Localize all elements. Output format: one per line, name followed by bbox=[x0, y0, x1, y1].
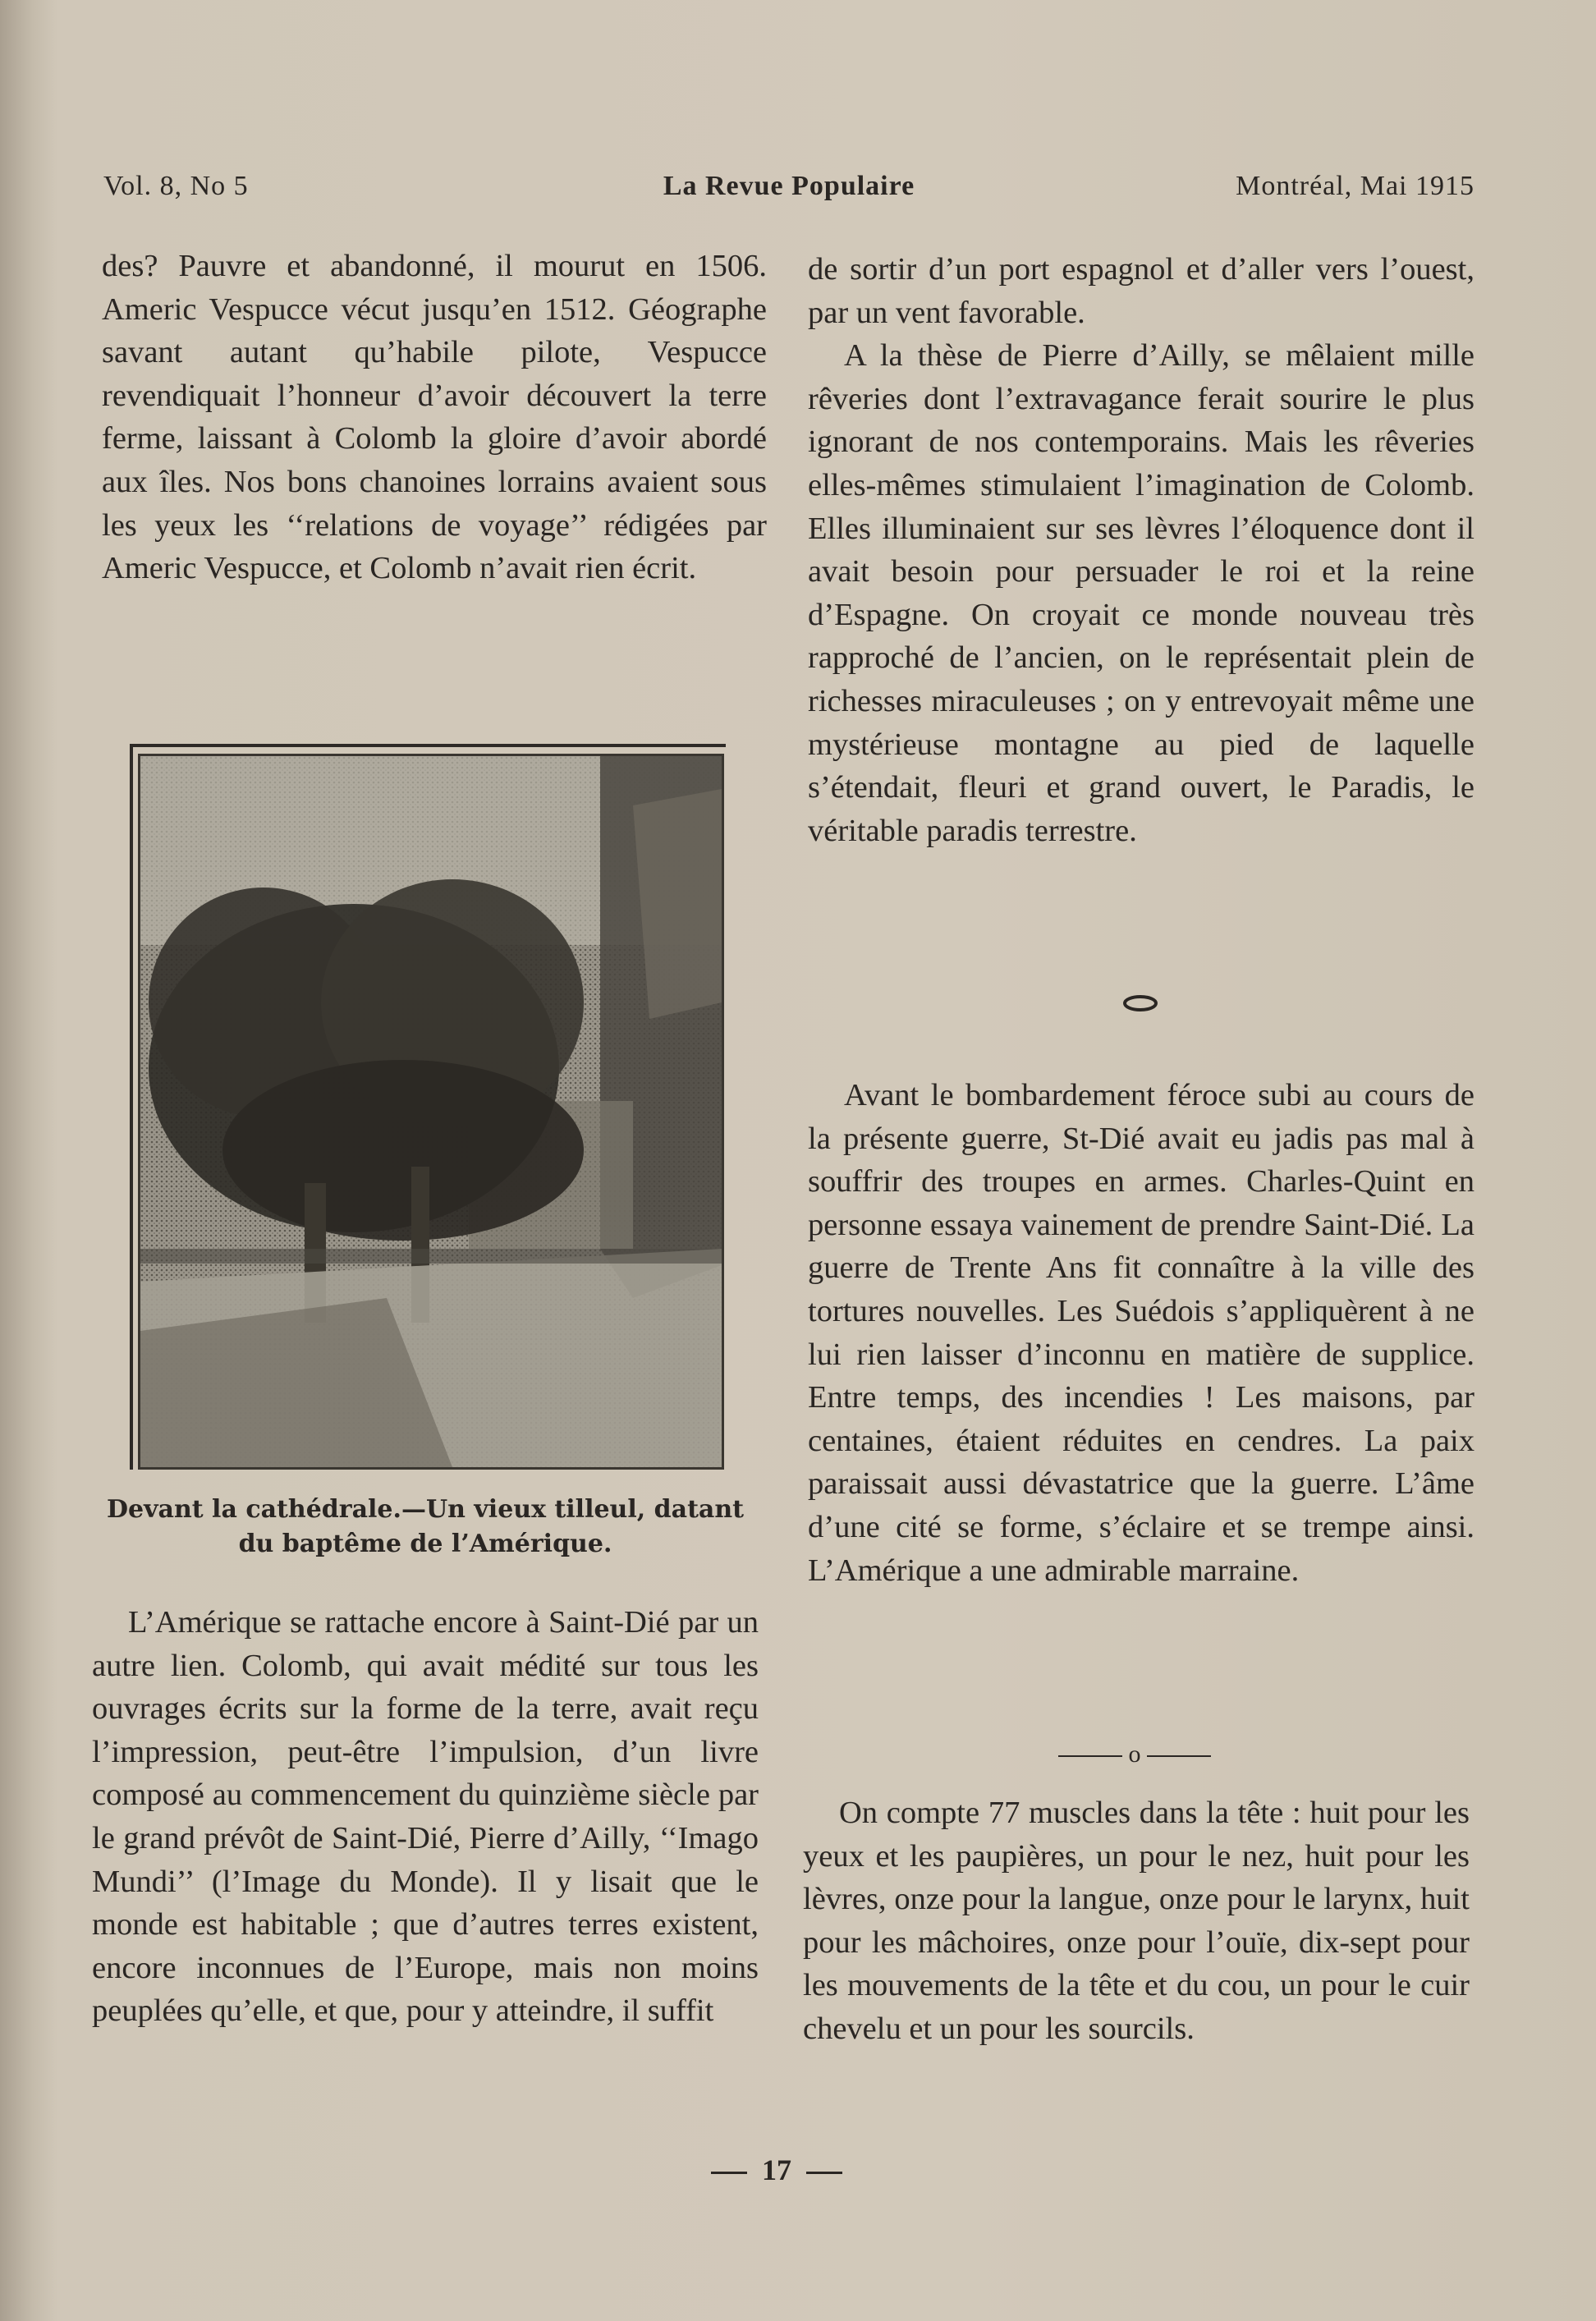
right-column-text-middle bbox=[808, 1074, 1474, 1592]
paragraph: Avant le bombardement féroce subi au cours de la présente guerre, St-Dié avait eu jadis pas mal à souffrir des troupes en armes. Charles-Quint en personne essaya vainement de prendre Saint-Dié. La guerre de Trente Ans fit connaître à la ville des tortures nouvelles. Les Suédois s’appliquèrent à ne lui rien laisser d’inconnu en matière de supplice. Entre temps, des incendies ! Les maisons, par centaines, étaient réduites en cendres. La paix paraissait aussi dévastatrice que la guerre. L’âme d’une cité se forme, s’éclaire et se trempe ainsi. L’Amérique a une admirable marraine. bbox=[808, 1078, 1474, 1588]
photo-caption: Devant la cathédrale.—Un vieux tilleul, datant du baptême de l’Amérique. bbox=[106, 1495, 745, 1558]
left-column-bottom-text bbox=[92, 1601, 759, 2033]
paragraph: A la thèse de Pierre d’Ailly, se mêlaient mille rêveries dont l’extravagance ferait sourire le plus ignorant de nos contemporains. Mais les rêveries elles-mêmes stimulaient l’imagination de Colomb. Elles illuminaient sur ses lèvres l’éloquence dont il avait besoin pour persuader le roi et la reine d’Espagne. On croyait ce monde nouveau très rapproché de l’ancien, on le représentait plein de richesses miraculeuses ; on y entrevoyait même une mystérieuse montagne au pied de laquelle s’étendait, fleuri et grand ouvert, le Paradis, le véritable paradis terrestre. bbox=[808, 338, 1474, 848]
divider-line bbox=[1147, 1755, 1211, 1757]
publication-title: La Revue Populaire bbox=[663, 171, 915, 201]
right-column-text-bottom bbox=[803, 1791, 1470, 2051]
dash bbox=[806, 2172, 842, 2174]
paragraph: On compte 77 muscles dans la tête : huit pour les yeux et les paupières, un pour le nez, huit pour les lèvres, onze pour la langue, onze pour le larynx, huit pour les mâchoires, onze pour l’ouïe, dix-sept pour les mouvements de la tête et du cou, un pour le cuir chevelu et un pour les sourcils. bbox=[803, 1796, 1470, 2046]
volume-number: Vol. 8, No 5 bbox=[103, 171, 249, 201]
page-number-value: 17 bbox=[762, 2154, 791, 2186]
dash bbox=[711, 2172, 747, 2174]
photo-illustration bbox=[140, 756, 722, 1467]
divider-mark: o bbox=[1128, 1741, 1141, 1768]
right-column-text-top bbox=[808, 248, 1474, 852]
paragraph: des? Pauvre et abandonné, il mourut en 1506. Americ Vespucce vécut jusqu’en 1512. Géographe savant autant qu’habile pilote, Vespucce revendiquait l’honneur d’avoir découvert la terre ferme, laissant à Colomb la gloire d’avoir abordé aux îles. Nos bons chanoines lorrains avaient sous les yeux les ‘‘relations de voyage’’ rédigées par Americ Vespucce, et Colomb n’avait rien écrit. bbox=[102, 249, 767, 586]
section-ornament-icon bbox=[1121, 992, 1159, 1015]
page-binding-shadow bbox=[0, 0, 57, 2321]
paragraph: L’Amérique se rattache encore à Saint-Dié par un autre lien. Colomb, qui avait médité sur tous les ouvrages écrits sur la forme de la terre, avait reçu l’impression, peut-être l’impulsion, d’un livre composé au commencement du quinzième siècle par le grand prévôt de Saint-Dié, Pierre d’Ailly, ‘‘Imago Mundi’’ (l’Image du Monde). Il y lisait que le monde est habitable ; que d’autres terres existent, encore inconnues de l’Europe, mais non moins peuplées qu’elle, et que, pour y atteindre, il suffit bbox=[92, 1605, 759, 2029]
left-column-top-text bbox=[102, 245, 767, 590]
page-number bbox=[678, 2153, 875, 2187]
cathedral-linden-tree-photo bbox=[138, 754, 724, 1470]
section-divider bbox=[1044, 1741, 1225, 1768]
divider-line bbox=[1058, 1755, 1122, 1757]
paragraph: de sortir d’un port espagnol et d’aller vers l’ouest, par un vent favorable. bbox=[808, 252, 1474, 330]
place-and-date: Montréal, Mai 1915 bbox=[1236, 171, 1474, 201]
running-header bbox=[103, 171, 1474, 212]
